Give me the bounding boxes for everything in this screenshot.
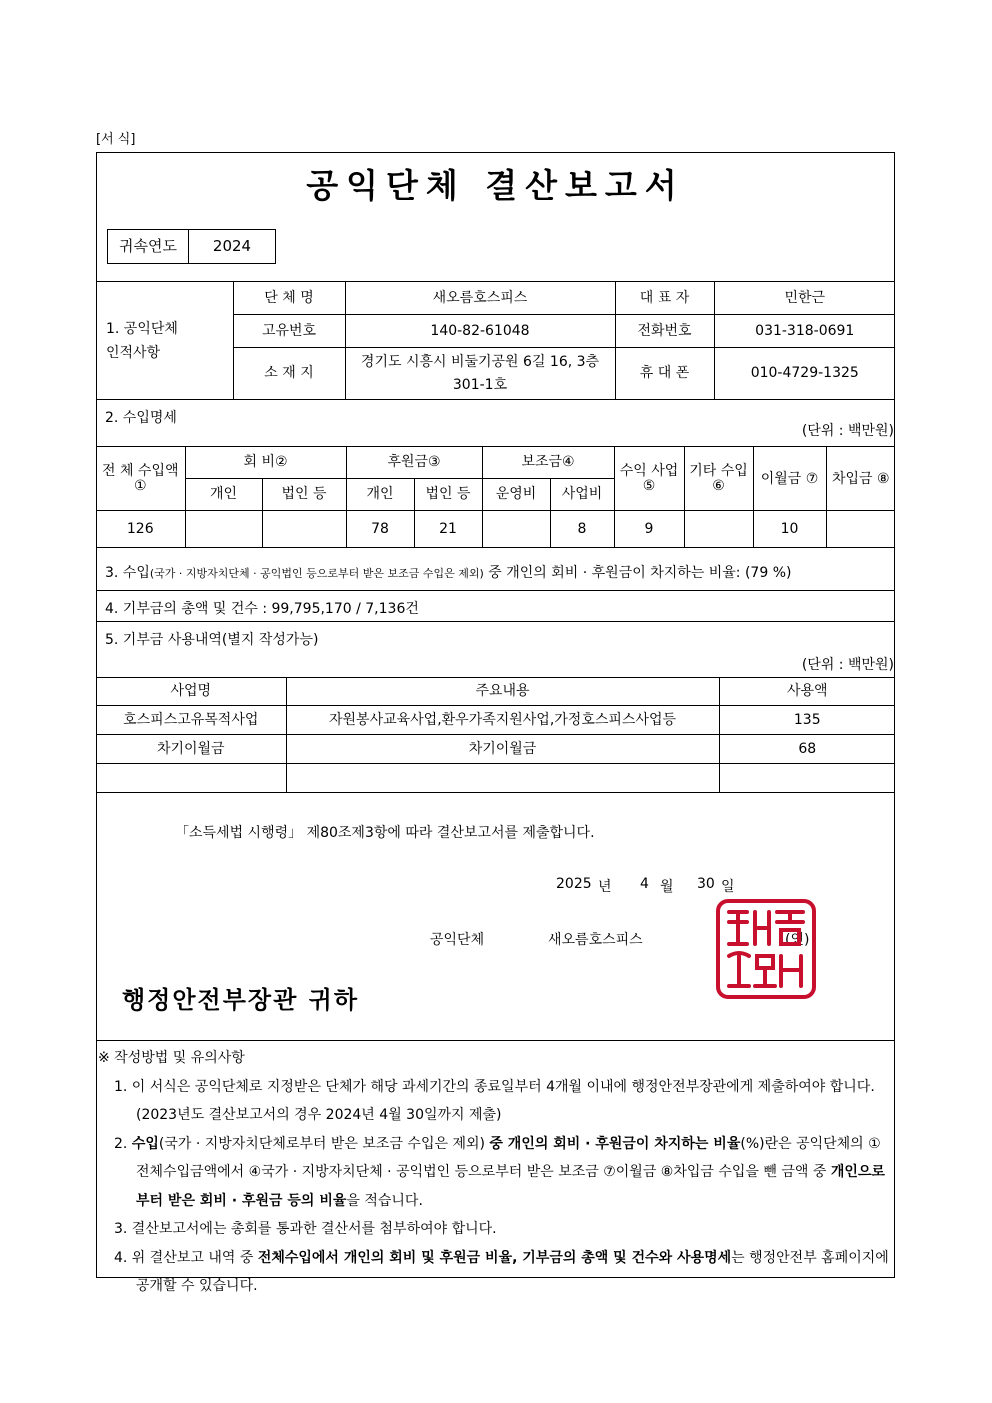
page-title: 공익단체 결산보고서 — [306, 166, 685, 205]
value-fee-individual — [185, 511, 262, 548]
note-item-1: 1. 이 서식은 공익단체로 지정받은 단체가 해당 과세기간의 종료일부터 4개월 이내에 행정안전부장관에게 제출하여야 합니다.(2023년도 결산보고서의 경우 2024년 4월 30일까지 제출) — [114, 1078, 875, 1123]
mobile: 010-4729-1325 — [714, 348, 895, 400]
section5-label: 5. 기부금 사용내역(별지 작성가능) — [105, 632, 319, 648]
value-carryover: 10 — [753, 511, 826, 548]
value-subsidy-operating — [482, 511, 550, 548]
section5-unit: (단위 : 백만원) — [801, 657, 894, 673]
section2-label: 2. 수입명세 — [105, 410, 177, 426]
value-subsidy-project: 8 — [550, 511, 614, 548]
header-carryover: 이월금 ⑦ — [753, 447, 826, 511]
section4-text: 4. 기부금의 총액 및 건수 : 99,795,170 / 7,136건 — [105, 601, 419, 617]
header-fee-corporate: 법인 등 — [262, 479, 346, 511]
divider — [96, 1040, 895, 1041]
usage-row-amount: 68 — [719, 735, 895, 764]
section2-unit: (단위 : 백만원) — [801, 423, 894, 439]
usage-row-content: 차기이월금 — [286, 735, 719, 764]
form-label: [서 식] — [96, 132, 136, 147]
org-info-table — [96, 281, 895, 400]
date-day-unit: 일 — [721, 879, 735, 895]
header-total: 전 체 수입액 ① — [96, 447, 185, 511]
note-item-4: 4. 위 결산보고 내역 중 전체수입에서 개인의 회비 및 후원금 비율, 기부금의 총액 및 건수와 사용명세는 행정안전부 홈페이지에 공개할 수 있습니다. — [114, 1249, 889, 1294]
value-profit: 9 — [614, 511, 684, 548]
header-sponsor-individual: 개인 — [346, 479, 414, 511]
usage-row-amount — [719, 764, 895, 793]
usage-row-project: 호스피스고유목적사업 — [96, 706, 286, 735]
usage-row-amount: 135 — [719, 706, 895, 735]
reg-id: 140-82-61048 — [345, 315, 615, 348]
income-table — [96, 446, 895, 548]
notes-section — [98, 1044, 893, 1301]
donation-usage-table — [96, 677, 895, 793]
header-sponsor-corporate: 법인 등 — [414, 479, 482, 511]
address-label: 소 재 지 — [233, 348, 345, 400]
reg-id-label: 고유번호 — [233, 315, 345, 348]
usage-header-project: 사업명 — [96, 678, 286, 706]
phone-label: 전화번호 — [615, 315, 714, 348]
value-total: 126 — [96, 511, 185, 548]
rep-name: 민한근 — [714, 282, 895, 315]
note-item-2: 2. 수입(국가 · 지방자치단체로부터 받은 보조금 수입은 제외) 중 개인의 회비 · 후원금이 차지하는 비율(%)란은 공익단체의 ①전체수입금액에서 ④국가 · 지방자치단체 · 공익법인 등으로부터 받은 보조금 ⑦이월금 ⑧차입금 수입을 뺀 금액 중 개인으로부터 받은 회비 · 후원금 등의 비율을 적습니다. — [114, 1135, 885, 1209]
usage-header-amount: 사용액 — [719, 678, 895, 706]
seal-mark: (인) — [785, 932, 810, 948]
address: 경기도 시흥시 비둘기공원 6길 16, 3층 301-1호 — [345, 348, 615, 400]
value-other — [684, 511, 753, 548]
addressee: 행정안전부장관 귀하 — [122, 985, 360, 1014]
header-fee: 회 비② — [185, 447, 346, 479]
value-sponsor-individual: 78 — [346, 511, 414, 548]
org-name-label: 단 체 명 — [233, 282, 345, 315]
date-day: 30 — [697, 876, 715, 892]
year-box — [107, 229, 276, 264]
official-seal-icon — [715, 898, 817, 1000]
header-profit: 수익 사업 ⑤ — [614, 447, 684, 511]
usage-header-content: 주요내용 — [286, 678, 719, 706]
year-label: 귀속연도 — [108, 230, 189, 264]
org-name: 새오름호스피스 — [345, 282, 615, 315]
divider — [96, 621, 895, 622]
phone: 031-318-0691 — [714, 315, 895, 348]
usage-row-content: 자원봉사교육사업,환우가족지원사업,가정호스피스사업등 — [286, 706, 719, 735]
date-year: 2025 — [556, 876, 592, 892]
usage-row-content — [286, 764, 719, 793]
header-subsidy: 보조금④ — [482, 447, 614, 479]
header-loan: 차입금 ⑧ — [826, 447, 895, 511]
note-item-3: 3. 결산보고서에는 총회를 통과한 결산서를 첨부하여야 합니다. — [114, 1221, 497, 1237]
declaration: 「소득세법 시행령」 제80조제3항에 따라 결산보고서를 제출합니다. — [175, 825, 595, 841]
org-label: 공익단체 — [430, 932, 485, 948]
section1-label: 1. 공익단체 인적사항 — [96, 282, 233, 400]
section3-text: 3. 수입(국가 · 지방자치단체 · 공익법인 등으로부터 받은 보조금 수입은 제외) 중 개인의 회비 · 후원금이 차지하는 비율: (79 %) — [105, 565, 792, 581]
date-month-unit: 월 — [660, 879, 674, 895]
header-subsidy-project: 사업비 — [550, 479, 614, 511]
notes-title: ※ 작성방법 및 유의사항 — [98, 1050, 245, 1066]
usage-row-project — [96, 764, 286, 793]
header-subsidy-operating: 운영비 — [482, 479, 550, 511]
value-loan — [826, 511, 895, 548]
mobile-label: 휴 대 폰 — [615, 348, 714, 400]
value-fee-corporate — [262, 511, 346, 548]
date-year-unit: 년 — [598, 879, 612, 895]
rep-label: 대 표 자 — [615, 282, 714, 315]
date-month: 4 — [640, 876, 649, 892]
year-value: 2024 — [189, 230, 276, 264]
header-other: 기타 수입 ⑥ — [684, 447, 753, 511]
org-name-signature: 새오름호스피스 — [548, 932, 643, 948]
value-sponsor-corporate: 21 — [414, 511, 482, 548]
header-fee-individual: 개인 — [185, 479, 262, 511]
divider — [96, 590, 895, 591]
usage-row-project: 차기이월금 — [96, 735, 286, 764]
header-sponsor: 후원금③ — [346, 447, 482, 479]
